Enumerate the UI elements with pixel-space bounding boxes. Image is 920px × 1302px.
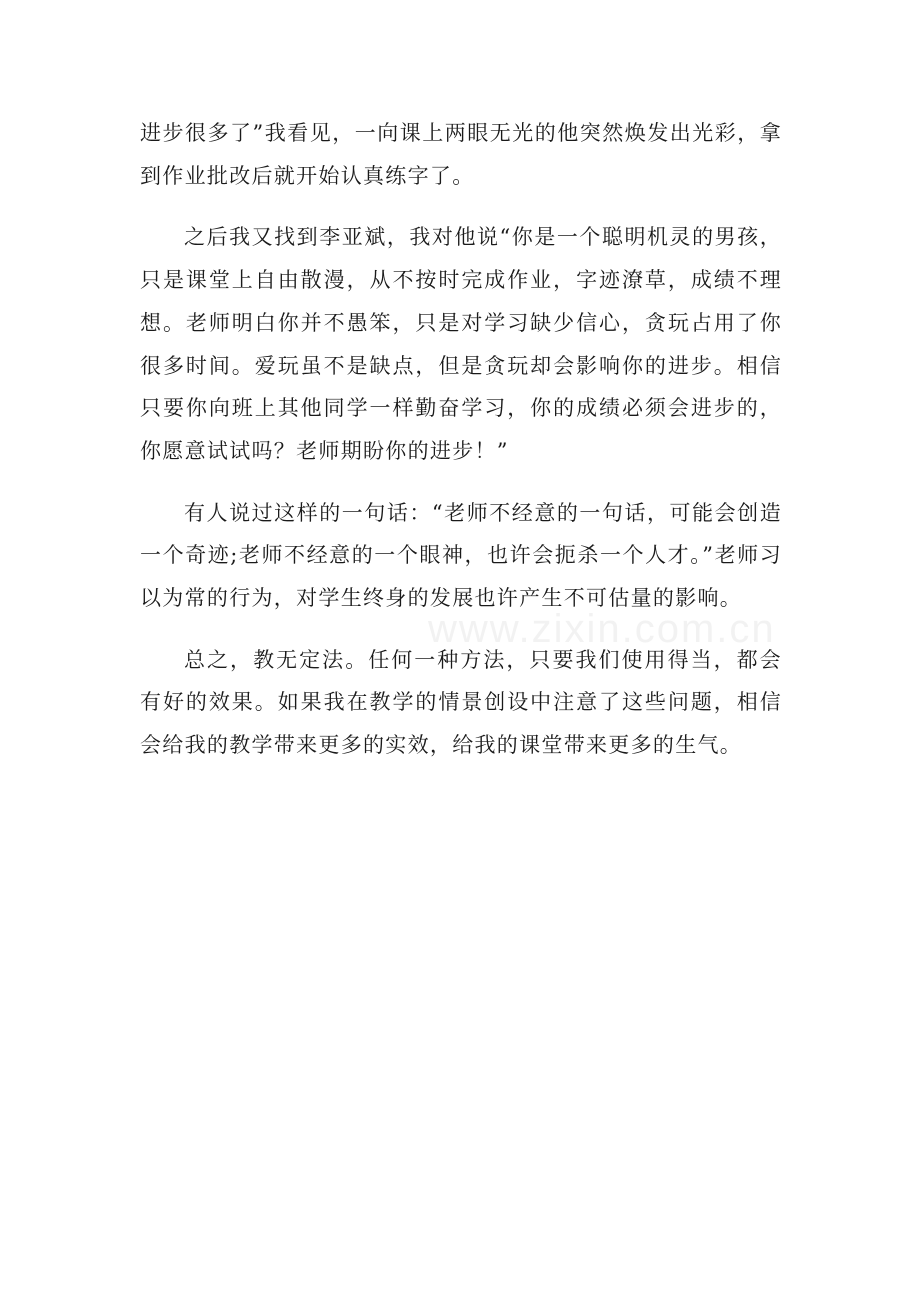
body-text [140,112,782,786]
paragraph-continuation: 进步很多了”我看见，一向课上两眼无光的他突然焕发出光彩，拿到作业批改后就开始认真练字了。 [140,121,782,188]
paragraph-conclusion: 总之，教无定法。任何一种方法，只要我们使用得当，都会有好的效果。如果我在教学的情景创设中注意了这些问题，相信会给我的教学带来更多的实效，给我的课堂带来更多的生气。 [140,647,782,758]
watermark-text: www.zixin.com.cn [428,607,776,651]
paragraph-li-yabin: 之后我又找到李亚斌，我对他说“你是一个聪明机灵的男孩，只是课堂上自由散漫，从不按时完成作业，字迹潦草，成绩不理想。老师明白你并不愚笨，只是对学习缺少信心，贪玩占用了你很多时间。爱玩虽不是缺点，但是贪玩却会影响你的进步。相信只要你向班上其他同学一样勤奋学习，你的成绩必须会进步的，你愿意试试吗？老师期盼你的进步！” [140,225,782,463]
paragraph-quote: 有人说过这样的一句话：“老师不经意的一句话，可能会创造一个奇迹;老师不经意的一个眼神，也许会扼杀一个人才。”老师习以为常的行为，对学生终身的发展也许产生不可估量的影响。 [140,500,782,611]
